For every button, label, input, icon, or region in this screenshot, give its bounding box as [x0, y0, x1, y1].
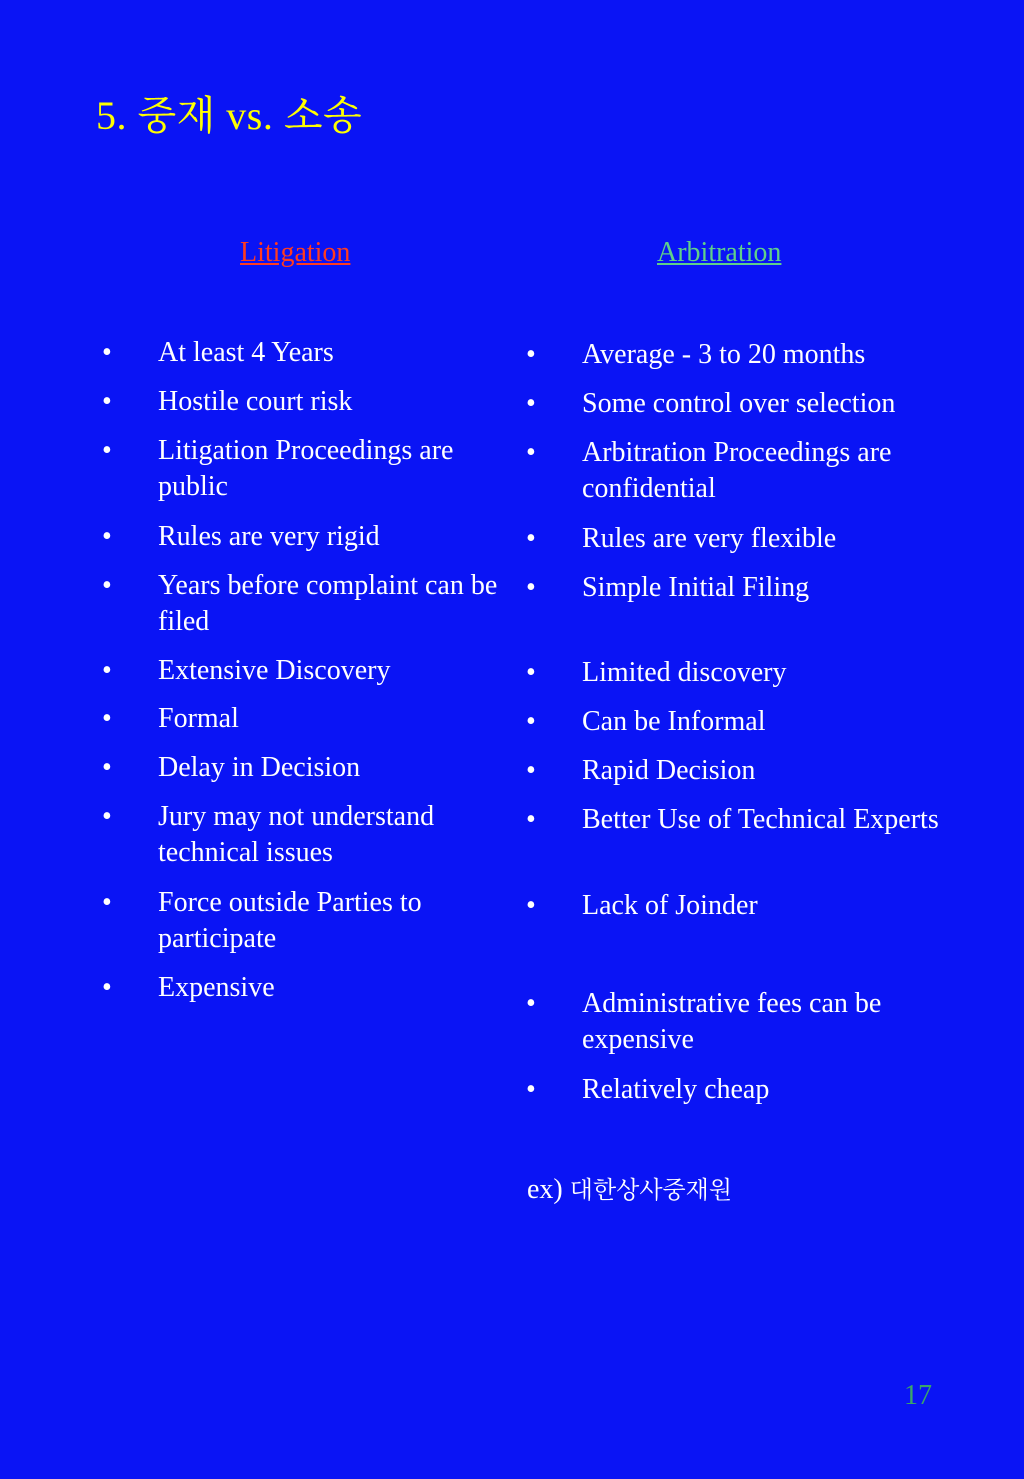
- list-item: • Administrative fees can be expensive: [526, 986, 942, 1058]
- list-item: • Rules are very flexible: [526, 521, 942, 557]
- list-item: • Some control over selection: [526, 386, 942, 422]
- example-note: [527, 1172, 732, 1208]
- list-item: • Rules are very rigid: [102, 519, 498, 555]
- arbitration-heading: Arbitration: [657, 237, 782, 268]
- list-item: • Litigation Proceedings are public: [102, 433, 498, 505]
- page-title: 5. 중재 vs. 소송: [96, 93, 363, 138]
- page-number: 17: [904, 1380, 932, 1411]
- list-item: • Years before complaint can be filed: [102, 568, 498, 640]
- list-item: • Can be Informal: [526, 704, 942, 740]
- list-item: • At least 4 Years: [102, 335, 498, 371]
- list-item: • Extensive Discovery: [102, 653, 498, 689]
- list-item: • Limited discovery: [526, 655, 942, 691]
- list-item: • Hostile court risk: [102, 384, 498, 420]
- litigation-heading: Litigation: [240, 237, 351, 268]
- list-item: • Force outside Parties to participate: [102, 885, 498, 957]
- example-prefix: ex): [527, 1174, 563, 1205]
- example-text: 대한상사중재원: [569, 1176, 733, 1204]
- list-item: • Expensive: [102, 970, 498, 1006]
- list-item: • Relatively cheap: [526, 1072, 942, 1108]
- list-item: • Arbitration Proceedings are confidential: [526, 435, 942, 507]
- list-item: • Lack of Joinder: [526, 888, 942, 924]
- list-item: • Better Use of Technical Experts: [526, 802, 942, 838]
- list-item: • Delay in Decision: [102, 750, 498, 786]
- list-item: • Rapid Decision: [526, 753, 942, 789]
- list-item: • Simple Initial Filing: [526, 570, 942, 606]
- list-item: • Jury may not understand technical issues: [102, 799, 498, 871]
- list-item: • Formal: [102, 701, 498, 737]
- list-item: • Average - 3 to 20 months: [526, 337, 942, 373]
